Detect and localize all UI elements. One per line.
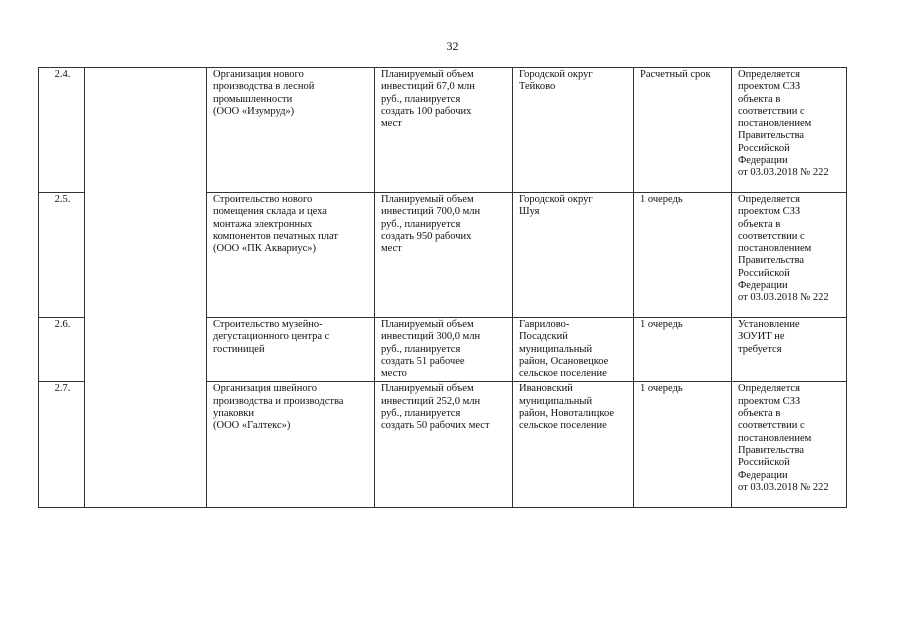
location: Ивановский муниципальный район, Новоталицкое сельское поселение [513,382,634,508]
implementation-term: 1 очередь [634,382,732,508]
zone-note: Установление ЗОУИТ не требуется [732,318,847,382]
investment-info: Планируемый объем инвестиций 67,0 млн руб., планируется создать 100 рабочих мест [375,68,513,193]
zone-note: Определяется проектом СЗЗ объекта в соответствии с постановлением Правительства Российской Федерации от 03.03.2018 № 222 [732,193,847,318]
projects-table [38,67,847,508]
location: Гаврилово- Посадский муниципальный район, Осановецкое сельское поселение [513,318,634,382]
row-number: 2.7. [39,382,85,508]
investment-info: Планируемый объем инвестиций 700,0 млн руб., планируется создать 950 рабочих мест [375,193,513,318]
row-number: 2.6. [39,318,85,382]
page-number: 32 [446,39,459,53]
merged-empty-cell [85,68,207,508]
implementation-term: 1 очередь [634,318,732,382]
project-name: Строительство нового помещения склада и цеха монтажа электронных компонентов печатных плат (ООО «ПК Аквариус») [207,193,375,318]
project-name: Организация нового производства в лесной промышленности (ООО «Изумруд») [207,68,375,193]
zone-note: Определяется проектом СЗЗ объекта в соответствии с постановлением Правительства Российской Федерации от 03.03.2018 № 222 [732,68,847,193]
implementation-term: Расчетный срок [634,68,732,193]
investment-info: Планируемый объем инвестиций 300,0 млн руб., планируется создать 51 рабочее место [375,318,513,382]
zone-note: Определяется проектом СЗЗ объекта в соответствии с постановлением Правительства Российской Федерации от 03.03.2018 № 222 [732,382,847,508]
project-name: Организация швейного производства и производства упаковки (ООО «Галтекс») [207,382,375,508]
project-name: Строительство музейно- дегустационного центра с гостиницей [207,318,375,382]
location: Городской округ Шуя [513,193,634,318]
table-row [39,68,847,193]
location: Городской округ Тейково [513,68,634,193]
investment-info: Планируемый объем инвестиций 252,0 млн руб., планируется создать 50 рабочих мест [375,382,513,508]
row-number: 2.5. [39,193,85,318]
implementation-term: 1 очередь [634,193,732,318]
row-number: 2.4. [39,68,85,193]
